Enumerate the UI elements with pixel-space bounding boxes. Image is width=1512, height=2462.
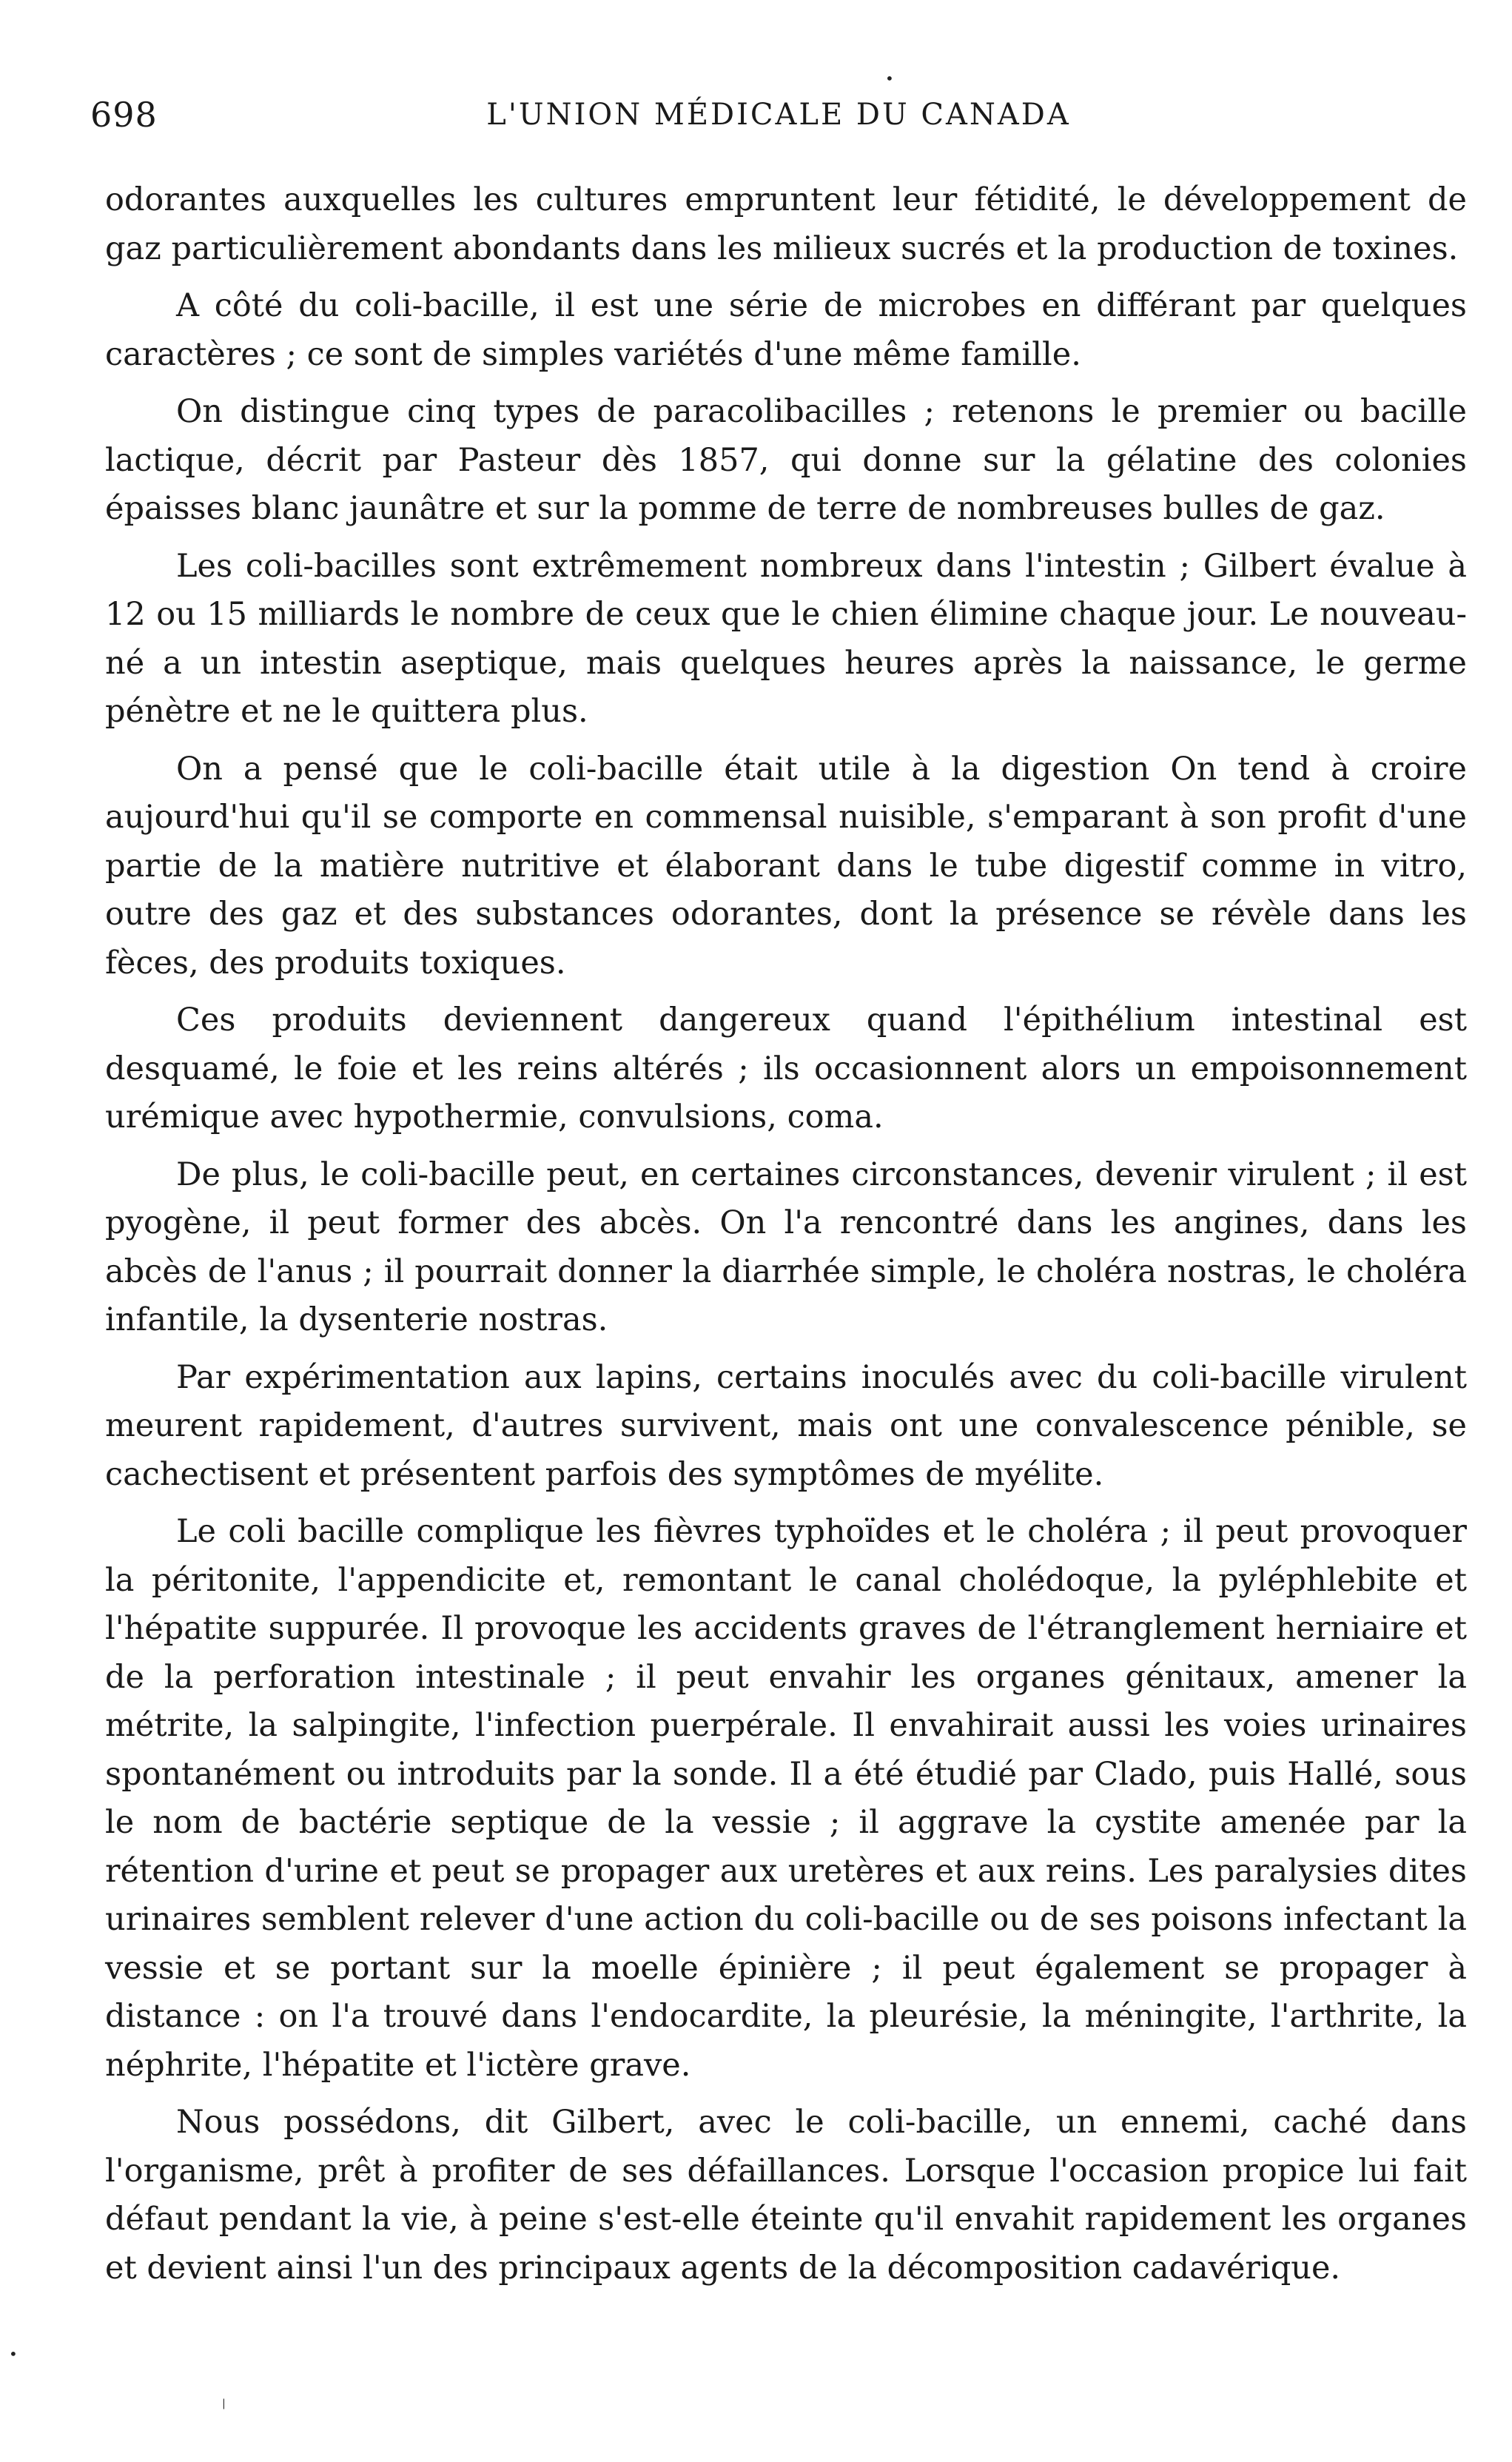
paragraph: Les coli-bacilles sont extrêmement nombreux dans l'intestin ; Gilbert évalue à 12 ou 15 milliards le nombre de ceux que le chien élimine chaque jour. Le nouveau-né a un intestin aseptique, mais quelques heures après la naissance, le germe pénètre et ne le quittera plus. [105,547,1467,730]
paragraph: Ces produits deviennent dangereux quand l'épithélium intestinal est desquamé, le foie et les reins altérés ; ils occasionnent alors un empoisonnement urémique avec hypothermie, convulsions, coma. [105,1002,1467,1136]
paragraph: Par expérimentation aux lapins, certains inoculés avec du coli-bacille virulent meurent rapidement, d'autres survivent, mais ont une convalescence pénible, se cachectisent et présentent parfois des symptômes de myélite. [105,1358,1467,1493]
body-text [105,176,1467,2292]
paragraph: Le coli bacille complique les fièvres typhoïdes et le choléra ; il peut provoquer la péritonite, l'appendicite et, remontant le canal cholédoque, la pyléphlebite et l'hépatite suppurée. Il provoque les accidents graves de l'étranglement herniaire et de la perforation intestinale ; il peut envahir les organes génitaux, amener la métrite, la salpingite, l'infection puerpérale. Il envahirait aussi les voies urinaires spontanément ou introduits par la sonde. Il a été étudié par Clado, puis Hallé, sous le nom de bactérie septique de la vessie ; il aggrave la cystite amenée par la rétention d'urine et peut se propager aux uretères et aux reins. Les paralysies dites urinaires semblent relever d'une action du coli-bacille ou de ses poisons infectant la vessie et se portant sur la moelle épinière ; il peut également se propager à distance : on l'a trouvé dans l'endocardite, la pleurésie, la méningite, l'arthrite, la néphrite, l'hépatite et l'ictère grave. [105,1513,1467,2084]
ink-speck: • [9,2345,18,2363]
paragraph: On distingue cinq types de paracolibacilles ; retenons le premier ou bacille lactique, décrit par Pasteur dès 1857, qui donne sur la gélatine des colonies épaisses blanc jaunâtre et sur la pomme de terre de nombreuses bulles de gaz. [105,393,1467,527]
paragraph-continued: odorantes auxquelles les cultures empruntent leur fétidité, le développement de gaz particulièrement abondants dans les milieux sucrés et la production de toxines. [105,181,1467,267]
paragraph: De plus, le coli-bacille peut, en certaines circonstances, devenir virulent ; il est pyogène, il peut former des abcès. On l'a rencontré dans les angines, dans les abcès de l'anus ; il pourrait donner la diarrhée simple, le choléra nostras, le choléra infantile, la dysenterie nostras. [105,1155,1467,1338]
paragraph: On a pensé que le coli-bacille était utile à la digestion On tend à croire aujourd'hui qu'il se comporte en commensal nuisible, s'emparant à son profit d'une partie de la matière nutritive et élaborant dans le tube digestif comme in vitro, outre des gaz et des substances odorantes, dont la présence se révèle dans les fèces, des produits toxiques. [105,750,1467,982]
running-title: L'UNION MÉDICALE DU CANADA [486,98,1071,132]
ink-speck: | [222,2398,226,2409]
paragraph: Nous possédons, dit Gilbert, avec le coli-bacille, un ennemi, caché dans l'organisme, prêt à profiter de ses défaillances. Lorsque l'occasion propice lui fait défaut pendant la vie, à peine s'est-elle éteinte qu'il envahit rapidement les organes et devient ainsi l'un des principaux agents de la décomposition cadavérique. [105,2104,1467,2287]
page-number: 698 [90,95,158,135]
ink-speck: • [885,70,894,87]
page-header [90,95,1467,139]
paragraph: A côté du coli-bacille, il est une série de microbes en différant par quelques caractères ; ce sont de simples variétés d'une même famille. [105,287,1467,373]
